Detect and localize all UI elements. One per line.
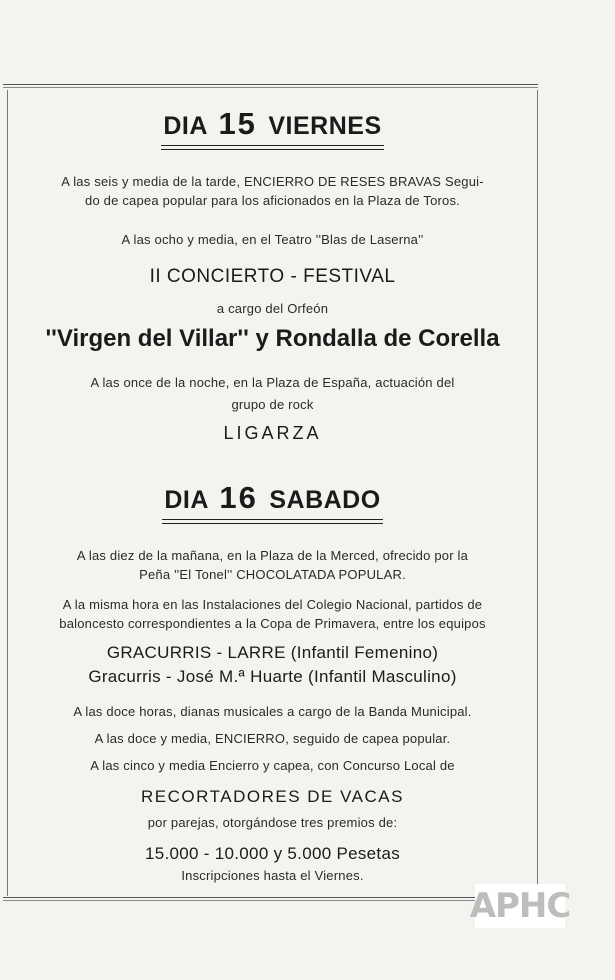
day-15-prefix: DIA <box>163 112 207 140</box>
day-15-heading <box>10 106 535 146</box>
day-16-capea-line: A las cinco y media Encierro y capea, con Concurso Local de <box>90 758 455 773</box>
day-16-encierro-line: A las doce y media, ENCIERRO, seguido de capea popular. <box>94 731 451 746</box>
day-16-contest-title: RECORTADORES DE VACAS <box>141 787 404 806</box>
day-16-prizes: 15.000 - 10.000 y 5.000 Pesetas <box>144 844 401 863</box>
day-16-chocolate-line-2: Peña ''El Tonel'' CHOCOLATADA POPULAR. <box>139 567 406 582</box>
aphc-watermark-logo <box>469 884 571 928</box>
day-16-registration: Inscripciones hasta el Viernes. <box>181 868 364 883</box>
day-15-band-name: LIGARZA <box>223 423 322 443</box>
day-16-chocolate-line-1: A las diez de la mañana, en la Plaza de la Merced, ofrecido por la <box>76 548 469 563</box>
day-16-basket-line-2: baloncesto correspondientes a la Copa de Primavera, entre los equipos <box>59 616 486 631</box>
day-16-dianas-line: A las doce horas, dianas musicales a cargo de la Banda Municipal. <box>73 704 472 719</box>
top-rule <box>3 84 538 88</box>
day-15-theatre-line: A las ocho y media, en el Teatro ''Blas de Laserna'' <box>121 232 424 247</box>
day-16-prefix: DIA <box>164 486 208 514</box>
day-15-title <box>161 106 383 146</box>
day-15-concert-title: II CONCIERTO - FESTIVAL <box>149 266 396 287</box>
day-15-weekday: VIERNES <box>268 112 382 140</box>
day-15-rock-line-2: grupo de rock <box>231 397 314 412</box>
day-16-match-2: Gracurris - José M.ª Huarte (Infantil Masculino) <box>88 667 457 686</box>
day-15-number: 15 <box>218 106 257 141</box>
day-16-match-1: GRACURRIS - LARRE (Infantil Femenino) <box>106 643 439 662</box>
right-border <box>537 90 538 896</box>
bottom-rule <box>3 897 538 901</box>
day-15-cargo-line: a cargo del Orfeón <box>216 301 329 316</box>
day-15-bulls-line-1: A las seis y media de la tarde, ENCIERRO DE RESES BRAVAS Segui- <box>61 174 484 189</box>
aphc-watermark-text: APHC <box>469 886 571 926</box>
day-16-prizes-intro: por parejas, otorgándose tres premios de: <box>147 815 398 830</box>
day-16-weekday: SABADO <box>269 486 381 514</box>
day-15-choir-name: ''Virgen del Villar'' y Rondalla de Corella <box>45 325 500 352</box>
day-16-basket-line-1: A la misma hora en las Instalaciones del Colegio Nacional, partidos de <box>62 597 483 612</box>
day-16-title <box>162 480 382 520</box>
day-16-number: 16 <box>219 480 258 515</box>
day-16-heading <box>10 480 535 520</box>
left-border <box>7 90 8 896</box>
day-15-bulls-line-2: do de capea popular para los aficionados en la Plaza de Toros. <box>85 193 460 208</box>
day-15-rock-line-1: A las once de la noche, en la Plaza de España, actuación del <box>90 375 455 390</box>
